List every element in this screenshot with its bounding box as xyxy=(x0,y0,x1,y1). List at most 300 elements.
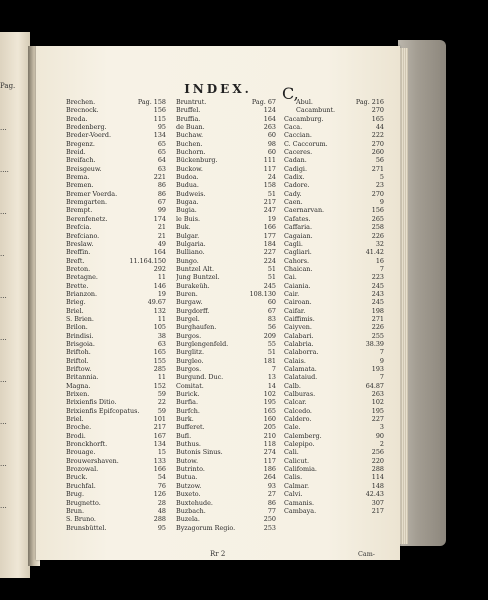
entry-name: Bretagne. xyxy=(66,273,98,282)
entry-name: Brug. xyxy=(66,490,84,499)
entry-page: 86 xyxy=(267,498,276,507)
entry-name: Calcar. xyxy=(284,398,307,407)
index-entry xyxy=(66,507,166,515)
entry-name: Cali. xyxy=(284,448,299,457)
entry-name: Broche. xyxy=(66,423,92,432)
index-entry xyxy=(66,98,166,106)
entry-page: 3 xyxy=(379,423,384,432)
index-entry xyxy=(66,190,166,198)
index-entry xyxy=(176,348,276,356)
entry-page: 64.87 xyxy=(365,381,384,390)
entry-page: 164 xyxy=(153,248,166,257)
entry-page: 193 xyxy=(371,365,384,373)
index-entry xyxy=(284,265,384,273)
entry-page: 245 xyxy=(263,281,276,290)
entry-page: 64 xyxy=(157,156,166,165)
entry-name: de Buan. xyxy=(176,123,205,132)
entry-name: Califomia. xyxy=(284,465,317,474)
entry-page: 256 xyxy=(371,448,384,457)
index-entry xyxy=(284,223,384,231)
entry-page: 65 xyxy=(157,139,166,148)
entry-page: 59 xyxy=(157,390,166,399)
entry-name: S. Bruno. xyxy=(66,515,96,524)
entry-page: 165 xyxy=(153,348,166,357)
entry-page: Pag. 67 xyxy=(251,98,276,106)
index-entry xyxy=(176,98,276,106)
index-entry xyxy=(284,457,384,465)
entry-name: Buthus. xyxy=(176,440,201,449)
entry-name: Burgel. xyxy=(176,314,200,323)
index-entry xyxy=(284,273,384,281)
entry-page: 221 xyxy=(153,173,166,182)
entry-page: 7 xyxy=(379,264,384,273)
index-entry xyxy=(284,156,384,164)
entry-page: 133 xyxy=(153,456,166,465)
left-page xyxy=(0,32,30,578)
entry-name: Cairoan. xyxy=(284,298,312,307)
entry-name: Buxtehude. xyxy=(176,498,213,507)
entry-page: 156 xyxy=(371,206,384,215)
entry-page: 307 xyxy=(371,498,384,507)
index-entry xyxy=(284,348,384,356)
entry-name: Caiffimis. xyxy=(284,314,315,323)
entry-name: Bückenburg. xyxy=(176,156,218,165)
entry-page: 90 xyxy=(375,431,384,440)
index-entry xyxy=(176,407,276,415)
entry-name: Bruchfal. xyxy=(66,481,96,490)
index-entry xyxy=(66,232,166,240)
entry-page: 51 xyxy=(267,264,276,273)
index-entry xyxy=(176,140,276,148)
entry-name: Bremen. xyxy=(66,181,94,190)
entry-page: 253 xyxy=(263,523,276,532)
index-entry xyxy=(66,473,166,481)
index-entry xyxy=(66,340,166,348)
entry-name: Caffaria. xyxy=(284,223,312,232)
entry-name: Bremgarten. xyxy=(66,198,108,207)
index-entry xyxy=(66,365,166,373)
entry-page: 205 xyxy=(263,423,276,432)
index-entry xyxy=(66,248,166,256)
entry-page: 198 xyxy=(371,306,384,315)
entry-page: 186 xyxy=(263,465,276,474)
index-entry xyxy=(66,181,166,189)
index-entry xyxy=(176,448,276,456)
entry-page: 132 xyxy=(153,306,166,315)
entry-name: Calicut. xyxy=(284,456,310,465)
index-entry xyxy=(176,131,276,139)
entry-page: 155 xyxy=(153,356,166,365)
index-entry xyxy=(176,173,276,181)
index-entry xyxy=(284,482,384,490)
entry-page: 285 xyxy=(153,365,166,373)
entry-name: Caen. xyxy=(284,198,303,207)
entry-name: Buzbach. xyxy=(176,506,206,515)
entry-page: 51 xyxy=(267,273,276,282)
index-entry xyxy=(284,240,384,248)
entry-page: 243 xyxy=(371,289,384,298)
index-entry xyxy=(66,156,166,164)
section-second-entry: Cacambunt. xyxy=(296,106,336,114)
index-entry xyxy=(284,448,384,456)
index-entry xyxy=(176,432,276,440)
entry-name: Chaican. xyxy=(284,264,313,273)
entry-name: Bregenz. xyxy=(66,139,95,148)
entry-name: Bremer Voerda. xyxy=(66,189,118,198)
entry-name: Breton. xyxy=(66,264,91,273)
index-entry xyxy=(176,148,276,156)
index-entry xyxy=(176,473,276,481)
entry-page: 98 xyxy=(267,139,276,148)
index-entry xyxy=(66,215,166,223)
entry-name: Byzagorum Regio. xyxy=(176,523,236,532)
entry-page: 126 xyxy=(153,490,166,499)
entry-name: Jung Buntzel. xyxy=(176,273,220,282)
entry-name: Calais. xyxy=(284,356,306,365)
index-entry xyxy=(66,290,166,298)
index-entry xyxy=(284,206,384,214)
index-entry xyxy=(66,315,166,323)
index-entry xyxy=(176,390,276,398)
entry-page: 56 xyxy=(375,156,384,165)
entry-name: Butonis Sinus. xyxy=(176,448,223,457)
entry-name: Bugia. xyxy=(176,206,197,215)
index-entry xyxy=(176,457,276,465)
entry-name: Cacamburg. xyxy=(284,114,324,123)
entry-name: Cadore. xyxy=(284,181,310,190)
entry-name: Burgund. Duc. xyxy=(176,373,224,382)
section-first-entry: Abul. xyxy=(296,98,313,106)
entry-name: Butua. xyxy=(176,473,198,482)
entry-page: 148 xyxy=(371,481,384,490)
index-entry xyxy=(284,298,384,306)
index-entry xyxy=(176,123,276,131)
entry-name: Calaborra. xyxy=(284,348,319,357)
entry-page: 274 xyxy=(263,448,276,457)
entry-page: 23 xyxy=(375,181,384,190)
entry-name: Caldero. xyxy=(284,415,312,424)
entry-name: Briel. xyxy=(66,415,84,424)
entry-page: 220 xyxy=(371,456,384,465)
index-entry xyxy=(284,282,384,290)
entry-name: Calamata. xyxy=(284,365,317,373)
entry-name: Brun. xyxy=(66,506,85,515)
entry-name: Burfch. xyxy=(176,406,200,415)
index-entry xyxy=(176,398,276,406)
entry-page: 217 xyxy=(153,423,166,432)
entry-page: 174 xyxy=(153,214,166,223)
entry-name: Caceres. xyxy=(284,148,313,157)
index-entry xyxy=(176,115,276,123)
entry-page: 14 xyxy=(267,381,276,390)
entry-name: Brechen. xyxy=(66,98,96,106)
index-entry xyxy=(66,223,166,231)
index-entry xyxy=(284,490,384,498)
entry-name: Buchaw. xyxy=(176,131,204,140)
index-entry xyxy=(176,440,276,448)
entry-name: Briftow. xyxy=(66,365,92,373)
entry-name: Burick. xyxy=(176,390,200,399)
entry-page: 11 xyxy=(157,273,166,282)
index-entry xyxy=(176,248,276,256)
entry-name: Comitat. xyxy=(176,381,204,390)
index-entry xyxy=(66,298,166,306)
entry-name: Calepipo. xyxy=(284,440,315,449)
entry-page: 195 xyxy=(371,406,384,415)
entry-page: 271 xyxy=(371,314,384,323)
index-entry xyxy=(176,106,276,114)
entry-name: Brema. xyxy=(66,173,90,182)
entry-name: Bronckhorft. xyxy=(66,440,108,449)
entry-page: 270 xyxy=(371,189,384,198)
entry-page: 38.39 xyxy=(365,339,384,348)
entry-name: Butrinto. xyxy=(176,465,205,474)
index-entry xyxy=(176,223,276,231)
entry-page: Pag. 158 xyxy=(137,98,166,106)
index-entry xyxy=(284,165,384,173)
index-entry xyxy=(66,173,166,181)
index-entry xyxy=(176,323,276,331)
entry-page: 19 xyxy=(267,214,276,223)
index-entry xyxy=(66,165,166,173)
entry-name: Bruffia. xyxy=(176,114,201,123)
entry-name: Burgos. xyxy=(176,365,202,373)
entry-page: 86 xyxy=(157,181,166,190)
entry-name: Bruntrut. xyxy=(176,98,207,106)
entry-page: 156 xyxy=(153,106,166,115)
index-entry xyxy=(284,123,384,131)
entry-page: 158 xyxy=(263,181,276,190)
left-page-fragment: .... xyxy=(0,166,9,174)
entry-name: Cagli. xyxy=(284,239,303,248)
left-page-fragment: ... xyxy=(0,292,7,300)
index-page xyxy=(36,46,400,560)
entry-name: Calvi. xyxy=(284,490,303,499)
entry-name: Buckow. xyxy=(176,164,203,173)
index-entry xyxy=(284,473,384,481)
entry-page: 54 xyxy=(157,473,166,482)
entry-page: 134 xyxy=(153,440,166,449)
entry-name: Budoa. xyxy=(176,173,199,182)
index-entry xyxy=(284,423,384,431)
index-entry xyxy=(66,415,166,423)
index-entry xyxy=(284,440,384,448)
entry-name: Brecnock. xyxy=(66,106,99,115)
entry-name: Brixen. xyxy=(66,390,90,399)
index-entry xyxy=(66,382,166,390)
entry-page: 95 xyxy=(157,123,166,132)
index-entry xyxy=(66,465,166,473)
index-entry xyxy=(284,382,384,390)
entry-page: 11 xyxy=(157,373,166,382)
index-entry xyxy=(284,131,384,139)
index-entry xyxy=(176,240,276,248)
entry-name: Bruck. xyxy=(66,473,88,482)
entry-name: Berenfenetz. xyxy=(66,214,108,223)
index-column-1 xyxy=(66,98,166,532)
entry-page: 111 xyxy=(263,156,276,165)
entry-name: Brefciano. xyxy=(66,231,100,240)
entry-page: 227 xyxy=(371,415,384,424)
index-entry xyxy=(66,432,166,440)
index-entry xyxy=(176,423,276,431)
left-page-fragment: ... xyxy=(0,124,7,132)
index-entry xyxy=(176,298,276,306)
entry-name: Caccian. xyxy=(284,131,312,140)
entry-name: Cadix. xyxy=(284,173,305,182)
index-entry xyxy=(284,290,384,298)
entry-name: Cale. xyxy=(284,423,301,432)
index-entry xyxy=(284,365,384,373)
index-entry xyxy=(176,465,276,473)
entry-name: Burfia. xyxy=(176,398,198,407)
entry-name: Brilon. xyxy=(66,323,88,332)
index-entry xyxy=(284,415,384,423)
index-entry xyxy=(176,190,276,198)
index-entry xyxy=(176,365,276,373)
index-entry xyxy=(284,323,384,331)
entry-page: 270 xyxy=(371,139,384,148)
entry-name: Brieg. xyxy=(66,298,86,307)
index-entry xyxy=(66,524,166,532)
entry-name: C. Caccorum. xyxy=(284,139,328,148)
entry-page: 226 xyxy=(371,323,384,332)
entry-name: Calburas. xyxy=(284,390,316,399)
index-entry xyxy=(176,482,276,490)
entry-name: Cady. xyxy=(284,189,302,198)
entry-page: 48 xyxy=(157,506,166,515)
entry-page: 102 xyxy=(371,398,384,407)
index-entry xyxy=(176,290,276,298)
entry-page: 7 xyxy=(379,373,384,382)
entry-page: 226 xyxy=(371,231,384,240)
index-entry xyxy=(284,148,384,156)
entry-name: Calmar. xyxy=(284,481,309,490)
entry-name: Bufferet. xyxy=(176,423,205,432)
entry-page: 67 xyxy=(157,198,166,207)
index-entry xyxy=(284,181,384,189)
entry-name: Budweis. xyxy=(176,189,206,198)
entry-name: Burgdorff. xyxy=(176,306,210,315)
entry-name: Brodi. xyxy=(66,431,86,440)
index-entry xyxy=(176,198,276,206)
entry-name: Cai. xyxy=(284,273,297,282)
entry-page: 51 xyxy=(267,348,276,357)
index-entry xyxy=(176,524,276,532)
index-entry xyxy=(284,257,384,265)
entry-name: Burgos. xyxy=(176,331,202,340)
entry-name: Brefcia. xyxy=(66,223,92,232)
index-entry xyxy=(284,232,384,240)
entry-page: 146 xyxy=(153,281,166,290)
index-entry xyxy=(66,373,166,381)
entry-page: 56 xyxy=(267,323,276,332)
entry-page: 118 xyxy=(263,440,276,449)
entry-name: Brempt. xyxy=(66,206,93,215)
index-entry xyxy=(66,206,166,214)
index-entry xyxy=(176,382,276,390)
index-entry xyxy=(176,332,276,340)
entry-page: 177 xyxy=(263,231,276,240)
index-entry xyxy=(176,257,276,265)
entry-page: 134 xyxy=(153,131,166,140)
index-entry xyxy=(176,282,276,290)
index-entry xyxy=(284,215,384,223)
entry-name: Brianzon. xyxy=(66,289,98,298)
index-entry xyxy=(284,390,384,398)
entry-page: 9 xyxy=(379,356,384,365)
left-page-fragment: Pag. xyxy=(0,82,16,90)
entry-name: Burgleo. xyxy=(176,356,204,365)
index-entry xyxy=(66,499,166,507)
entry-name: Calemberg. xyxy=(284,431,322,440)
entry-name: Brozowal. xyxy=(66,465,99,474)
entry-page: 38 xyxy=(157,331,166,340)
index-entry xyxy=(66,257,166,265)
entry-page: 60 xyxy=(267,298,276,307)
index-entry xyxy=(284,315,384,323)
index-entry xyxy=(66,140,166,148)
entry-page: 117 xyxy=(263,456,276,465)
entry-page: 217 xyxy=(371,506,384,515)
entry-name: Caiyven. xyxy=(284,323,312,332)
entry-page: 255 xyxy=(371,331,384,340)
entry-page: 5 xyxy=(379,173,384,182)
entry-name: Briftol. xyxy=(66,356,89,365)
entry-page: 21 xyxy=(157,223,166,232)
entry-name: le Buis. xyxy=(176,214,201,223)
entry-page: 9 xyxy=(379,198,384,207)
entry-name: Cair. xyxy=(284,289,300,298)
entry-page: 292 xyxy=(153,264,166,273)
index-entry xyxy=(284,499,384,507)
entry-name: Butzow. xyxy=(176,481,202,490)
left-page-fragment: ... xyxy=(0,418,7,426)
entry-page: 27 xyxy=(267,490,276,499)
entry-page: 164 xyxy=(263,114,276,123)
entry-name: Bufl. xyxy=(176,431,192,440)
left-page-fragment: ... xyxy=(0,460,7,468)
entry-page: 227 xyxy=(263,248,276,257)
index-entry xyxy=(176,315,276,323)
entry-page: 13 xyxy=(267,373,276,382)
entry-name: Buzela. xyxy=(176,515,200,524)
left-page-fragment: ... xyxy=(0,502,7,510)
index-column-2 xyxy=(176,98,276,532)
entry-page: 223 xyxy=(371,273,384,282)
entry-page: 83 xyxy=(267,314,276,323)
index-entry xyxy=(66,115,166,123)
entry-page: 264 xyxy=(263,473,276,482)
index-entry xyxy=(66,440,166,448)
entry-name: S. Brien. xyxy=(66,314,94,323)
entry-page: Pag. 216 xyxy=(355,98,384,106)
entry-page: 15 xyxy=(157,448,166,457)
index-entry xyxy=(176,515,276,523)
entry-name: Cambaya. xyxy=(284,506,317,515)
index-entry xyxy=(66,323,166,331)
index-entry xyxy=(284,340,384,348)
entry-page: 181 xyxy=(263,356,276,365)
entry-name: Buchorn. xyxy=(176,148,206,157)
entry-name: Breda. xyxy=(66,114,88,123)
catchword: Cam- xyxy=(358,550,375,558)
index-column-3 xyxy=(282,84,384,515)
entry-name: Cagaian. xyxy=(284,231,313,240)
index-entry xyxy=(176,265,276,273)
entry-name: Caernarvan. xyxy=(284,206,325,215)
entry-name: Burk. xyxy=(176,415,194,424)
